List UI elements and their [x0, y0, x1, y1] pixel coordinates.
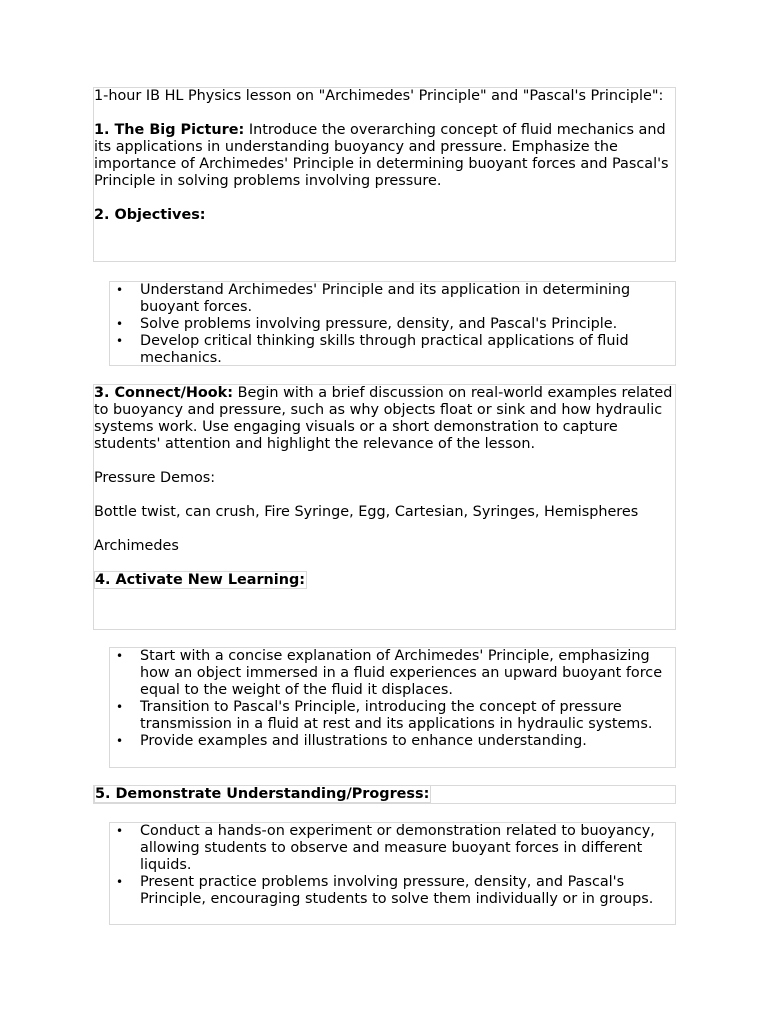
demonstrate-list — [110, 823, 675, 908]
demonstrate-list-section — [109, 822, 676, 925]
objectives-heading-row — [94, 207, 675, 224]
big-picture-paragraph — [94, 122, 675, 190]
list-item-text: Develop critical thinking skills through practical applications of fluid mechanics. — [140, 333, 629, 366]
list-item — [110, 699, 675, 733]
objectives-list-section — [109, 281, 676, 366]
list-item — [110, 282, 675, 316]
activate-heading: 4. Activate New Learning: — [95, 572, 306, 588]
spacer — [94, 453, 675, 470]
list-item — [110, 733, 675, 750]
objectives-list — [110, 282, 675, 367]
bullet-icon: • — [116, 734, 124, 748]
list-item-text: Understand Archimedes' Principle and its application in determining buoyant forces. — [140, 282, 631, 315]
intro-section — [93, 87, 676, 262]
bullet-icon: • — [116, 649, 124, 663]
pressure-demos-label: Pressure Demos: — [94, 470, 216, 486]
demonstrate-heading-section — [93, 785, 676, 804]
activate-list-section — [109, 647, 676, 768]
list-item — [110, 648, 675, 699]
list-item-text: Provide examples and illustrations to enhance understanding. — [140, 733, 587, 749]
list-item — [110, 823, 675, 874]
connect-section — [93, 384, 676, 630]
list-item — [110, 316, 675, 333]
bullet-icon: • — [116, 824, 124, 838]
spacer — [94, 555, 675, 572]
list-item-text: Conduct a hands-on experiment or demonstration related to buoyancy, allowing students to observe and measure buoyant forces in different liquids. — [140, 823, 655, 873]
spacer — [94, 190, 675, 207]
connect-paragraph — [94, 385, 675, 453]
spacer — [94, 487, 675, 504]
list-item-text: Present practice problems involving pressure, density, and Pascal's Principle, encouraging students to solve them individually or in groups. — [140, 874, 654, 907]
archimedes-label: Archimedes — [94, 538, 179, 554]
pressure-demos-list: Bottle twist, can crush, Fire Syringe, Egg, Cartesian, Syringes, Hemispheres — [94, 504, 639, 520]
spacer — [94, 521, 675, 538]
connect-text: Begin with a brief discussion on real-world examples related to buoyancy and pressure, such as why objects float or sink and how hydraulic systems work. Use engaging visuals or a short demonstration to capture students' attention and highlight the relevance of the lesson. — [94, 385, 673, 452]
bullet-icon: • — [116, 317, 124, 331]
list-item-text: Solve problems involving pressure, density, and Pascal's Principle. — [140, 316, 618, 332]
bullet-icon: • — [116, 334, 124, 348]
spacer — [94, 105, 675, 122]
bullet-icon: • — [116, 283, 124, 297]
demonstrate-heading: 5. Demonstrate Understanding/Progress: — [95, 786, 430, 802]
activate-heading-row — [94, 572, 675, 589]
bullet-icon: • — [116, 875, 124, 889]
lesson-title: 1-hour IB HL Physics lesson on "Archimedes' Principle" and "Pascal's Principle": — [94, 88, 664, 104]
objectives-heading: 2. Objectives: — [94, 207, 206, 223]
activate-list — [110, 648, 675, 750]
big-picture-text: Introduce the overarching concept of fluid mechanics and its applications in understanding buoyancy and pressure. Emphasize the importance of Archimedes' Principle in determining buoyant forces and Pascal's Principle in solving problems involving pressure. — [94, 122, 669, 189]
bullet-icon: • — [116, 700, 124, 714]
connect-heading: 3. Connect/Hook: — [94, 385, 233, 401]
list-item — [110, 874, 675, 908]
list-item-text: Start with a concise explanation of Archimedes' Principle, emphasizing how an object immersed in a fluid experiences an upward buoyant force equal to the weight of the fluid it displaces. — [140, 648, 663, 698]
demonstrate-heading-row — [94, 786, 675, 803]
list-item — [110, 333, 675, 367]
list-item-text: Transition to Pascal's Principle, introducing the concept of pressure transmission in a fluid at rest and its applications in hydraulic systems. — [140, 699, 653, 732]
big-picture-heading: 1. The Big Picture: — [94, 122, 245, 138]
